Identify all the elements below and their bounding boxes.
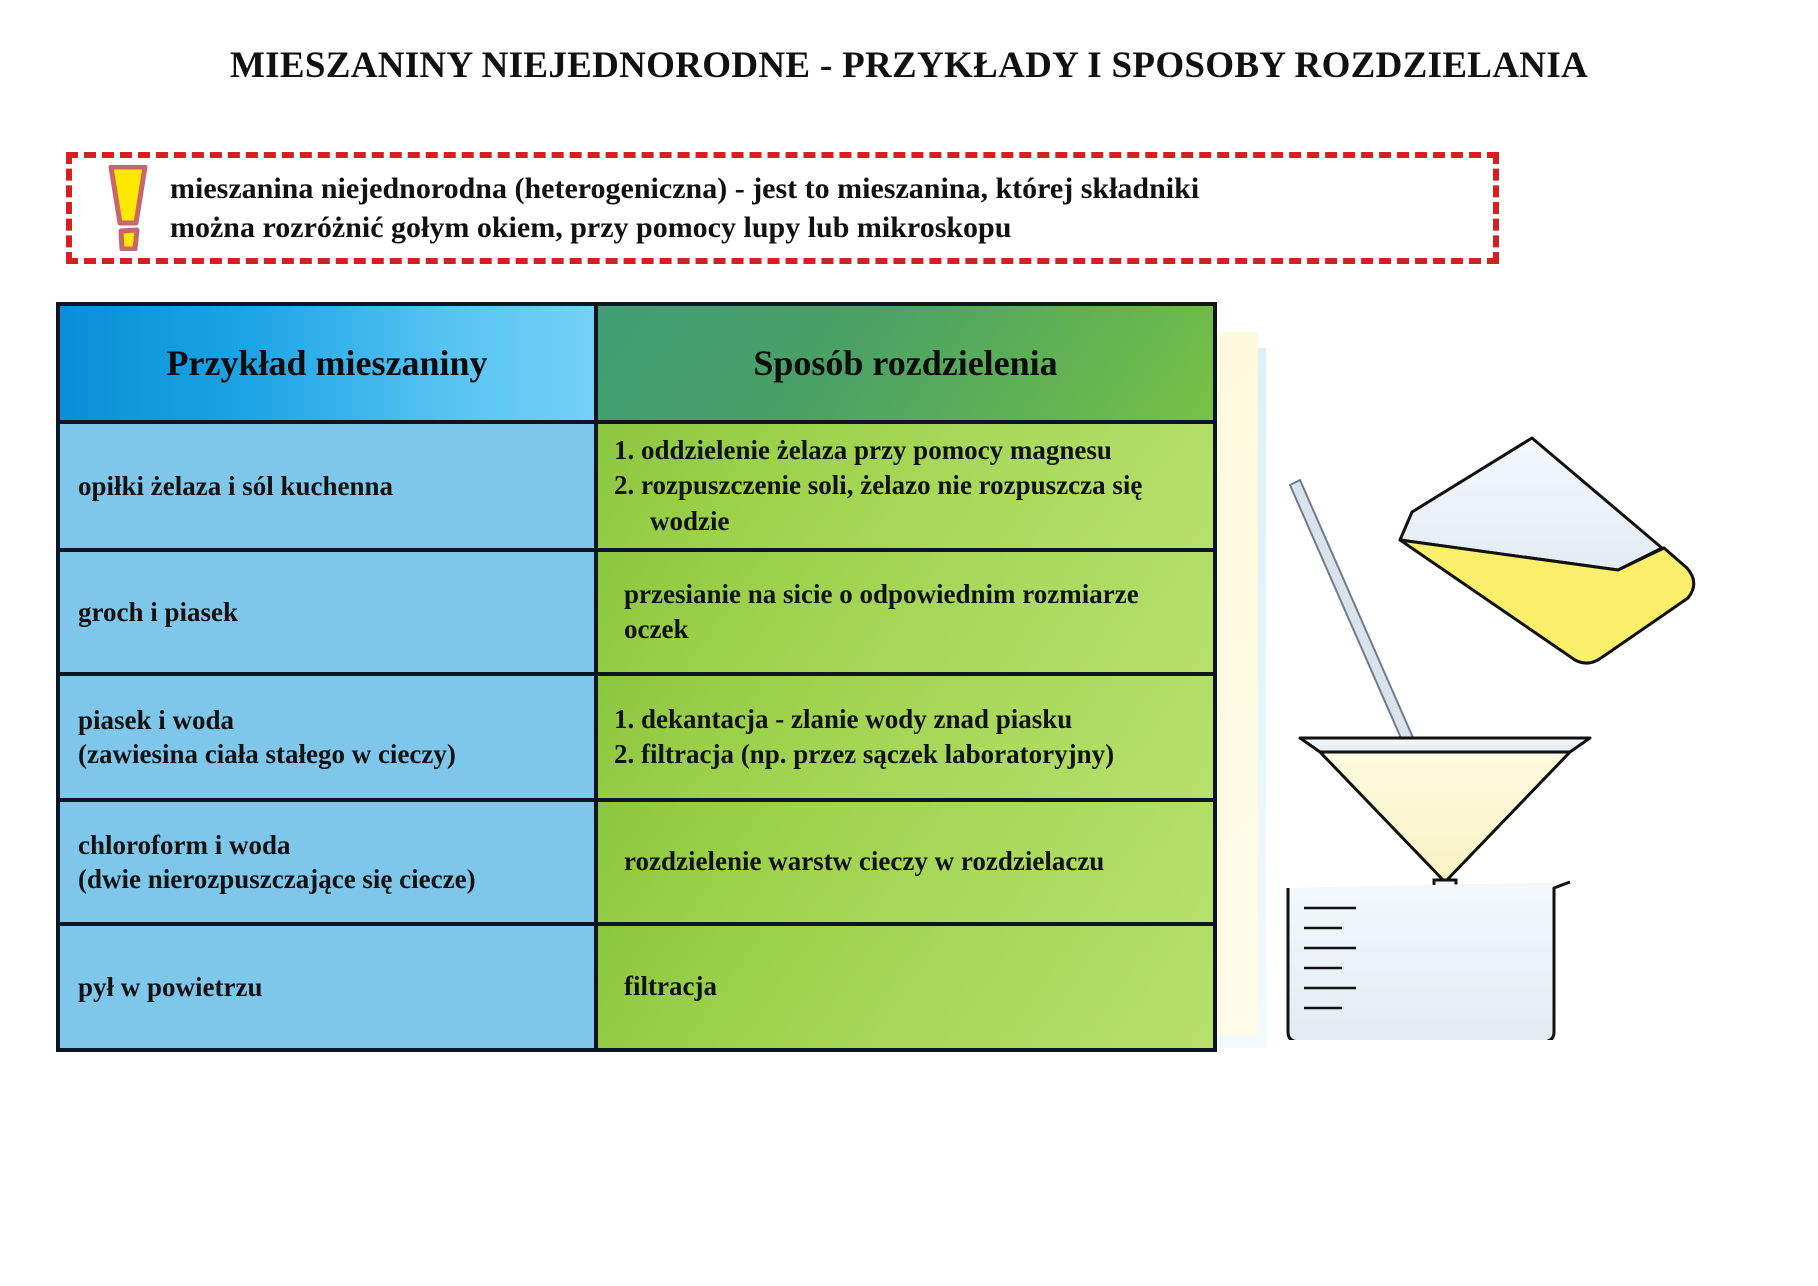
method-cell [596, 674, 1215, 800]
mixture-line: (zawiesina ciała stałego w cieczy) [78, 739, 456, 769]
method-cell [596, 422, 1215, 550]
definition-text [170, 169, 1199, 247]
graduated-beaker [1288, 882, 1570, 1040]
mixture-cell [58, 800, 596, 924]
filtration-apparatus-illustration [1270, 420, 1810, 1040]
method-line: filtracja [624, 971, 717, 1002]
method-cell [596, 924, 1215, 1050]
glass-stirring-rod [1290, 480, 1425, 770]
method-line: rozdzielenie warstw cieczy w rozdzielaczu [624, 846, 1105, 877]
definition-line-1: mieszanina niejednorodna (heterogeniczna) - jest to mieszanina, której składniki [170, 172, 1200, 205]
mixture-line: pył w powietrzu [78, 971, 263, 1002]
mixture-line: chloroform i woda [78, 829, 291, 860]
mixture-cell [58, 422, 596, 550]
mixture-cell [58, 674, 596, 800]
table-header-row [58, 304, 1215, 422]
page-title: MIESZANINY NIEJEDNORODNE - PRZYKŁADY I SPOSOBY ROZDZIELANIA [229, 45, 1589, 86]
mixture-line: groch i piasek [78, 596, 239, 627]
method-line: 2. filtracja (np. przez sączek laboratoryjny) [614, 739, 1115, 769]
table-row [58, 550, 1215, 674]
definition-line-2: można rozróżnić gołym okiem, przy pomocy lupy lub mikroskopu [170, 211, 1012, 244]
table-row [58, 422, 1215, 550]
table-row [58, 800, 1215, 924]
mixture-cell [58, 550, 596, 674]
table-row [58, 924, 1215, 1050]
mixture-line: (dwie nierozpuszczające się ciecze) [78, 864, 476, 894]
mixture-cell [58, 924, 596, 1050]
method-cell [596, 550, 1215, 674]
method-line: 2. rozpuszczenie soli, żelazo nie rozpuszcza się [614, 470, 1143, 501]
method-line: przesianie na sicie o odpowiednim rozmiarze [624, 578, 1139, 609]
table-row [58, 674, 1215, 800]
tilted-beaker-pouring [1400, 438, 1694, 663]
method-line: 1. dekantacja - zlanie wody znad piasku [614, 703, 1073, 734]
separation-methods-table [56, 302, 1217, 1052]
column-header-separation-method: Sposób rozdzielenia [596, 304, 1215, 422]
exclamation-mark-icon [102, 165, 154, 251]
column-header-mixture-example: Przykład mieszaniny [58, 304, 596, 422]
mixture-line: opiłki żelaza i sól kuchenna [78, 470, 394, 501]
method-line: wodzie [650, 505, 730, 536]
mixture-line: piasek i woda [78, 704, 235, 735]
method-line: oczek [624, 614, 689, 644]
definition-callout-box [66, 152, 1499, 264]
method-cell [596, 800, 1215, 924]
method-line: 1. oddzielenie żelaza przy pomocy magnesu [614, 435, 1112, 466]
